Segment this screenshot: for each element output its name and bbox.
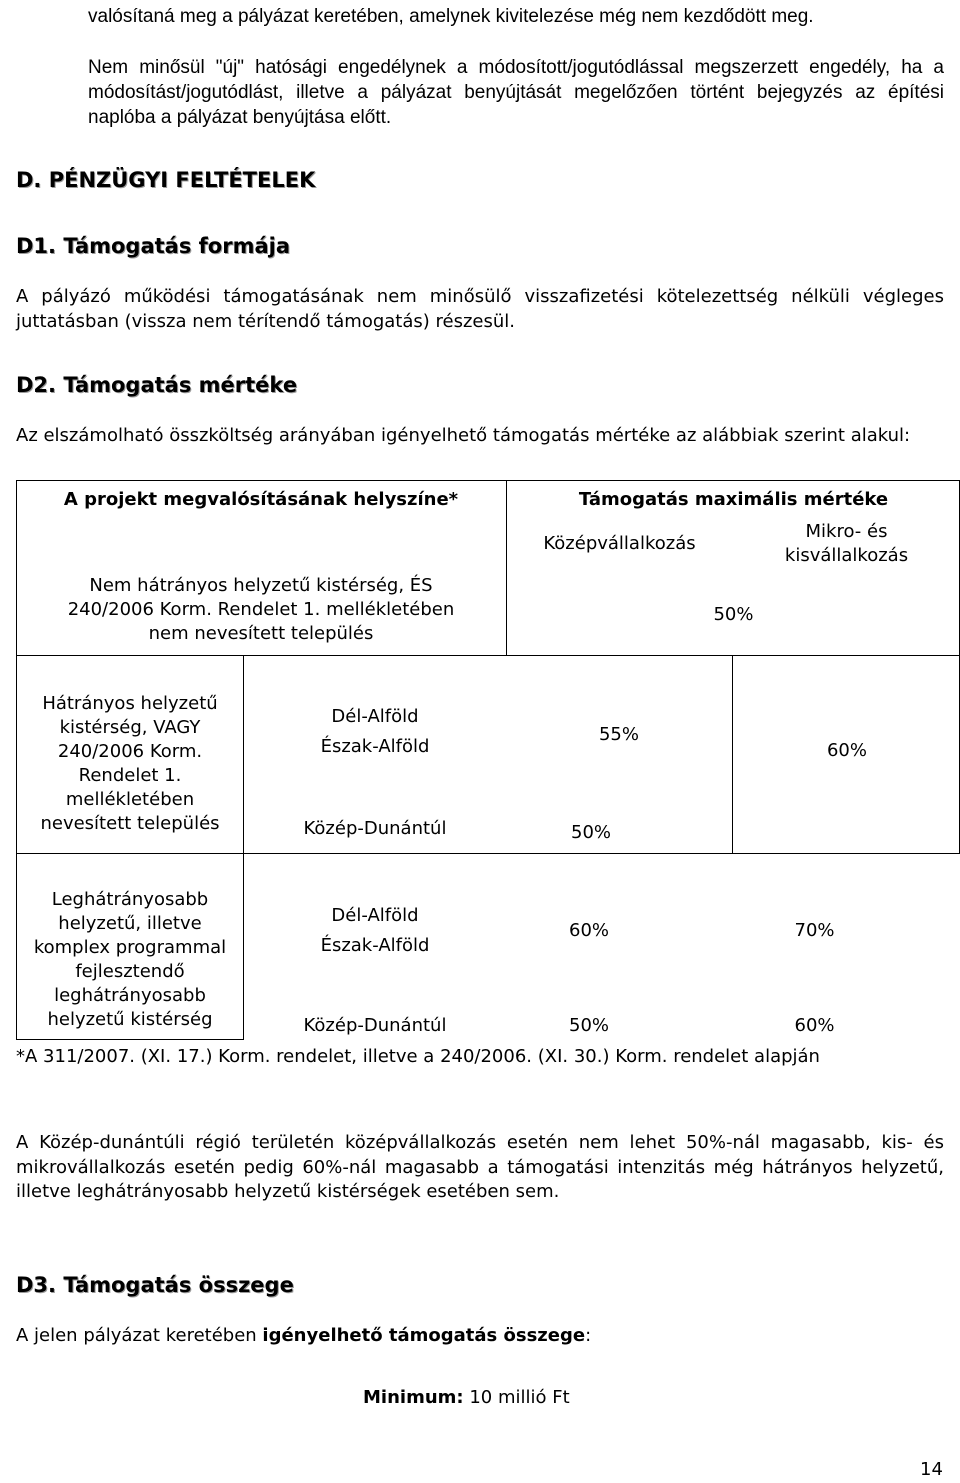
subheader-micro-l1: Mikro- és xyxy=(733,520,960,544)
row3-region-c: Közép-Dunántúl xyxy=(244,1014,506,1038)
row1-label-l1: Nem hátrányos helyzetű kistérség, ÉS xyxy=(17,574,505,598)
row1-label-l3: nem nevesített település xyxy=(17,622,505,646)
page-number: 14 xyxy=(920,1458,943,1483)
row2-medium-ab: 55% xyxy=(506,723,732,747)
row1-value: 50% xyxy=(507,603,960,627)
d3-heading: D3. Támogatás összege xyxy=(16,1273,294,1297)
d3-text-prefix: A jelen pályázat keretében xyxy=(16,1325,262,1346)
row2-label-l6: nevesített település xyxy=(17,812,243,836)
d3-text-bold: igényelhető támogatás összege xyxy=(262,1325,585,1346)
minimum-label: Minimum: xyxy=(363,1387,464,1408)
table-row xyxy=(17,854,960,1040)
row3-micro-c: 60% xyxy=(795,1014,835,1038)
row2-label-l3: 240/2006 Korm. xyxy=(17,740,243,764)
d1-text: A pályázó működési támogatásának nem minősülő visszafizetési kötelezettség nélküli végleges juttatásban (vissza nem térítendő támogatás) részesül. xyxy=(16,285,944,334)
table-cell-row3-micro xyxy=(733,854,960,1040)
table-cell-row2-label xyxy=(17,656,244,854)
row2-region-c: Közép-Dunántúl xyxy=(244,817,506,841)
row2-label-l2: kistérség, VAGY xyxy=(17,716,243,740)
d2-heading: D2. Támogatás mértéke xyxy=(16,373,297,397)
row1-label-l2: 240/2006 Korm. Rendelet 1. mellékletében xyxy=(17,598,505,622)
col1-header: A projekt megvalósításának helyszíne* xyxy=(17,488,505,512)
d3-text-suffix: : xyxy=(585,1325,591,1346)
d3-minimum xyxy=(363,1386,570,1411)
table-cell-row2-regions xyxy=(244,656,507,854)
support-rate-table xyxy=(16,480,960,1040)
row2-region-b: Észak-Alföld xyxy=(244,735,506,759)
row3-label-l6: helyzetű kistérség xyxy=(17,1008,243,1032)
table-cell-row3-label xyxy=(17,854,244,1040)
row3-micro-ab: 70% xyxy=(795,919,835,943)
note-paragraph: A Közép-dunántúli régió területén középvállalkozás esetén nem lehet 50%-nál magasabb, kis- és mikrovállalkozás esetén pedig 60%-nál magasabb a támogatási intenzitás még hátrányos helyzetű, illetve leghátrányosabb helyzetű kistérségek esetében sem. xyxy=(16,1131,944,1205)
row2-medium-c: 50% xyxy=(571,821,611,845)
table-footnote: *A 311/2007. (XI. 17.) Korm. rendelet, illetve a 240/2006. (XI. 30.) Korm. rendelet alapján xyxy=(16,1045,944,1070)
row2-label-l4: Rendelet 1. xyxy=(17,764,243,788)
section-d-heading: D. PÉNZÜGYI FELTÉTELEK xyxy=(16,168,315,192)
subheader-micro-l2: kisvállalkozás xyxy=(733,544,960,568)
subheader-medium: Középvállalkozás xyxy=(507,532,733,556)
table-row xyxy=(17,656,960,854)
row2-label-l1: Hátrányos helyzetű xyxy=(17,692,243,716)
row3-label-l5: leghátrányosabb xyxy=(17,984,243,1008)
table-cell-rate-header xyxy=(506,481,960,656)
row3-label-l1: Leghátrányosabb xyxy=(17,888,243,912)
row3-label-l3: komplex programmal xyxy=(17,936,243,960)
row2-region-a: Dél-Alföld xyxy=(244,705,506,729)
intro-paragraph: Nem minősül "új" hatósági engedélynek a módosított/jogutódlással megszerzett engedély, ha a módosítást/jogutódlást, illetve a pályázat benyújtását megelőzően történt bejegyzés az építési naplóba a pályázat benyújtása előtt. xyxy=(88,55,944,130)
minimum-value: 10 millió Ft xyxy=(464,1387,570,1408)
row3-label-l2: helyzetű, illetve xyxy=(17,912,243,936)
row2-micro: 60% xyxy=(733,739,960,763)
table-cell-row2-medium xyxy=(506,656,733,854)
row3-label-l4: fejlesztendő xyxy=(17,960,243,984)
row3-medium-ab: 60% xyxy=(569,919,609,943)
intro-line: valósítaná meg a pályázat keretében, amelynek kivitelezése még nem kezdődött meg. xyxy=(88,4,944,29)
row2-label-l5: mellékletében xyxy=(17,788,243,812)
table-cell-row3-regions xyxy=(244,854,507,1040)
row3-region-b: Észak-Alföld xyxy=(244,934,506,958)
row3-region-a: Dél-Alföld xyxy=(244,904,506,928)
col2-header: Támogatás maximális mértéke xyxy=(507,488,960,512)
d2-text: Az elszámolható összköltség arányában igényelhető támogatás mértéke az alábbiak szerint alakul: xyxy=(16,424,944,449)
d3-text xyxy=(16,1324,944,1349)
table-cell-location-header xyxy=(17,481,507,656)
row3-medium-c: 50% xyxy=(569,1014,609,1038)
table-row xyxy=(17,481,960,656)
d1-heading: D1. Támogatás formája xyxy=(16,234,290,258)
table-cell-row2-micro xyxy=(733,656,960,854)
table-cell-row3-medium xyxy=(506,854,733,1040)
